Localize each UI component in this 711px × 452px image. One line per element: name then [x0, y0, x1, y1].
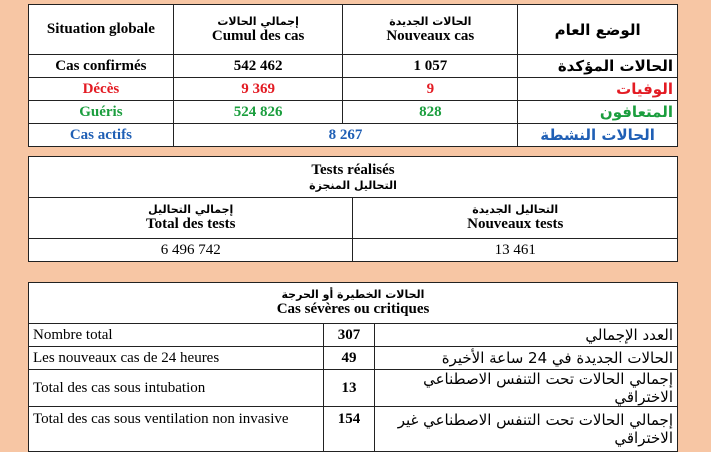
cumul-header-ar: إجمالي الحالات [217, 14, 299, 28]
severe-label-fr: Les nouveaux cas de 24 heures [29, 347, 324, 370]
tests-title-fr: Tests réalisés [311, 162, 395, 178]
row-nouveaux: 9 [343, 78, 518, 101]
row-label-fr: Cas confirmés [29, 55, 174, 78]
new-tests-header-fr: Nouveaux tests [467, 216, 564, 232]
row-cumul: 9 369 [173, 78, 343, 101]
severe-label-fr: Total des cas sous intubation [29, 370, 324, 407]
table-row [29, 55, 678, 78]
table-row [29, 324, 678, 347]
table-row [29, 370, 678, 407]
nouveaux-header-fr: Nouveaux cas [386, 27, 475, 44]
table-row [29, 78, 678, 101]
table-row [29, 347, 678, 370]
total-tests-header [29, 198, 353, 239]
global-title-fr: Situation globale [29, 5, 174, 55]
tests-table [28, 156, 678, 262]
row-label-ar: الوفيات [518, 78, 678, 101]
cumul-header-fr: Cumul des cas [211, 27, 305, 44]
total-tests-header-fr: Total des tests [146, 216, 236, 232]
actifs-value: 8 267 [173, 124, 517, 147]
cumul-header [173, 5, 343, 55]
new-tests-header [353, 198, 678, 239]
severe-title [29, 283, 678, 324]
table-row [29, 101, 678, 124]
total-tests-value: 6 496 742 [29, 239, 353, 262]
table-row [29, 124, 678, 147]
severe-cases-table [28, 282, 678, 452]
row-label-fr: Guéris [29, 101, 174, 124]
severe-value: 154 [323, 407, 375, 452]
nouveaux-header [343, 5, 518, 55]
actifs-label-ar: الحالات النشطة [518, 124, 678, 147]
row-label-ar: المتعافون [518, 101, 678, 124]
row-label-ar: الحالات المؤكدة [518, 55, 678, 78]
severe-label-fr: Total des cas sous ventilation non invasive [29, 407, 324, 452]
global-title-ar: الوضع العام [518, 5, 678, 55]
table-row [29, 407, 678, 452]
row-label-fr: Décès [29, 78, 174, 101]
severe-label-ar: إجمالي الحالات تحت التنفس الاصطناعي الاختراقي [375, 370, 678, 407]
severe-value: 49 [323, 347, 375, 370]
nouveaux-header-ar: الحالات الجديدة [389, 14, 472, 28]
severe-value: 13 [323, 370, 375, 407]
severe-title-ar: الحالات الخطيرة أو الحرجة [281, 288, 425, 301]
severe-value: 307 [323, 324, 375, 347]
global-situation-table [28, 4, 678, 147]
new-tests-value: 13 461 [353, 239, 678, 262]
row-nouveaux: 1 057 [343, 55, 518, 78]
total-tests-header-ar: إجمالي التحاليل [148, 203, 234, 216]
tests-title-ar: التحاليل المنجزة [309, 179, 397, 192]
actifs-label-fr: Cas actifs [29, 124, 174, 147]
tests-title [29, 157, 678, 198]
severe-label-ar: الحالات الجديدة في 24 ساعة الأخيرة [375, 347, 678, 370]
row-cumul: 542 462 [173, 55, 343, 78]
row-nouveaux: 828 [343, 101, 518, 124]
severe-title-fr: Cas sévères ou critiques [276, 301, 430, 317]
row-cumul: 524 826 [173, 101, 343, 124]
new-tests-header-ar: التحاليل الجديدة [472, 203, 559, 216]
severe-label-ar: العدد الإجمالي [375, 324, 678, 347]
severe-label-ar: إجمالي الحالات تحت التنفس الاصطناعي غير الاختراقي [375, 407, 678, 452]
severe-label-fr: Nombre total [29, 324, 324, 347]
